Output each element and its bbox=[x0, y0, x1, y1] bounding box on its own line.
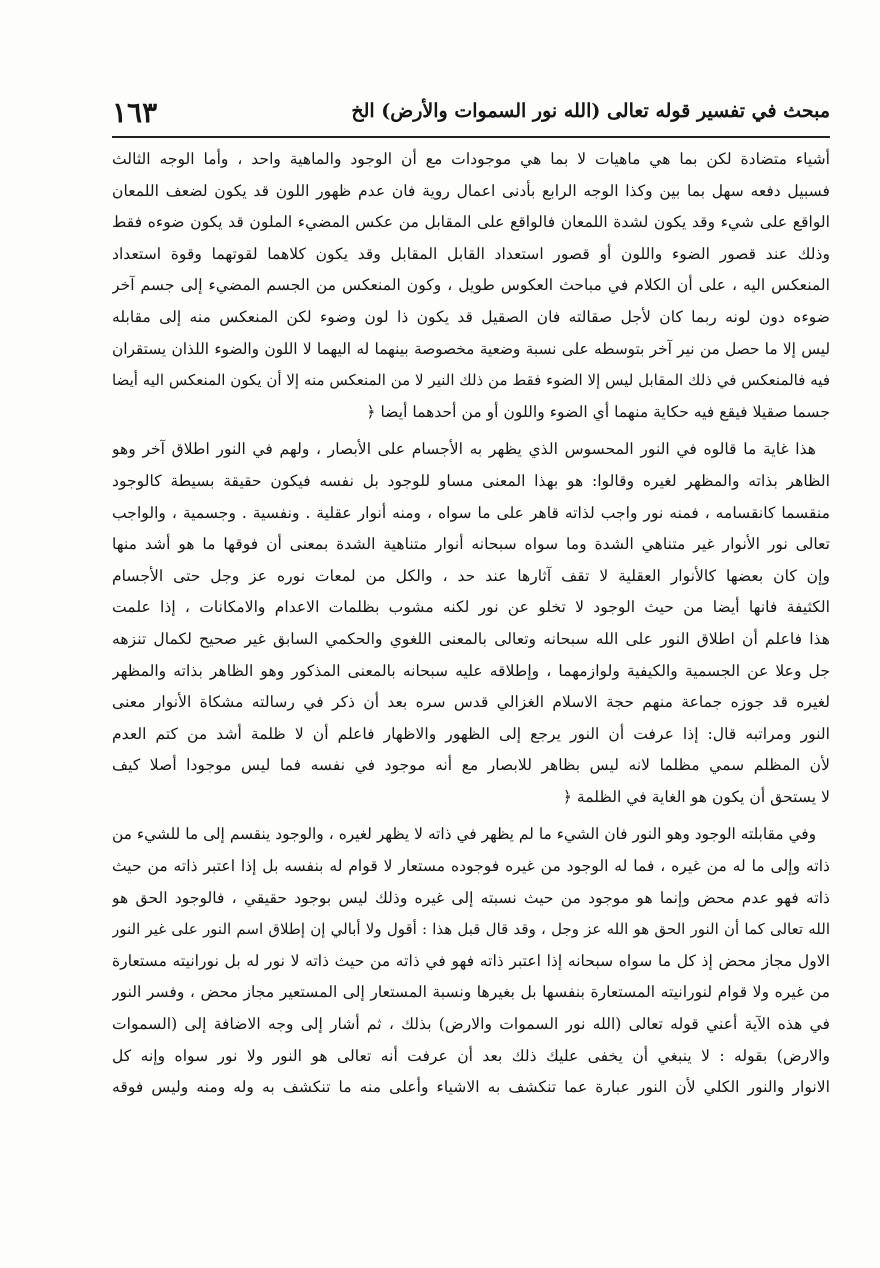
text-line: النور ومراتبه قال: إذا عرفت أن النور يرجع إلى الظهور والاظهار فاعلم أن لا ظلمة أشد من كتم العدم bbox=[112, 724, 830, 743]
text-line: المنعكس اليه ، على أن الكلام في مباحث العكوس طويل ، وكون المنعكس من الجسم المضيء إلى جسم آخر bbox=[112, 276, 830, 295]
text-line: ضوءه دون لونه ربما كان لأجل صقالته فان الصقيل قد يكون ذا لون وضوء لكن المنعكس منه إلى مقابله bbox=[112, 307, 830, 326]
text-line: جل وعلا عن الجسمية والكيفية ولوازمهما ، وإطلاقه عليه سبحانه بالمعنى المذكور وهو الظاهر بذاته والمظهر bbox=[112, 661, 830, 680]
text-line: الله تعالى كما أن النور الحق هو الله عز وجل ، وقد قال قبل هذا : أقول ولا أبالي إن إطلاق اسم النور على غير النور bbox=[112, 920, 830, 939]
text-line: أشياء متضادة لكن بما هي ماهيات لا بما هي موجودات مع أن الوجود والماهية واحد ، وأما الوجه الثالث bbox=[112, 150, 830, 168]
text-line: الظاهر بذاته والمظهر لغيره وقالوا: هو بهذا المعنى مساو للوجود بل نفسه فيكون حقيقة بسيطة كالوجود bbox=[112, 471, 830, 490]
text-line: وإن كان بعضها كالأنوار العقلية لا تقف آثارها عند حد ، والكل من لمعات نوره عز وجل حتى الأجسام bbox=[112, 566, 830, 585]
text-line: والارض) بقوله : لا ينبغي أن يخفى عليك ذلك بعد أن عرفت أنه تعالى هو النور ولا نور سواه وإنه كل bbox=[112, 1046, 830, 1065]
text-line: من غيره ولا قوام لنورانيته المستعارة بنفسها بل بغيرها ونسبة المستعار إلى المستعير مجاز محض ، وفسر النور bbox=[112, 983, 830, 1002]
text-line: الانوار والنور الكلي لأن النور عبارة عما تنكشف به الاشياء وأعلى منه ما تنكشف به وله ومنه وليس فوقه bbox=[112, 1078, 830, 1097]
body-text bbox=[112, 144, 830, 1104]
text-line: الاول مجاز محض إذ كل ما سواه سبحانه إذا اعتبر ذاته فهو في ذاته من حيث ذاته لا نور له بل نورانيته مستعارة bbox=[112, 951, 830, 970]
text-line: وذلك عند قصور الضوء واللون أو قصور استعداد القابل المقابل وقد يكون كلاهما لقوتهما وقوة استعداد bbox=[112, 244, 830, 263]
text-line: ليس إلا ما حصل من نير آخر بتوسطه على نسبة وضعية مخصوصة بينهما له اليهما لا اللون والضوء اللذان يستقران bbox=[112, 339, 830, 358]
paragraph bbox=[112, 819, 830, 1103]
text-line: هذا فاعلم أن اطلاق النور على الله سبحانه وتعالى بالمعنى اللغوي والحكمي السابق غير صحيح لكمال تنزهه bbox=[112, 629, 830, 648]
paragraph bbox=[112, 144, 830, 428]
text-line: الواقع على شيء وقد يكون لشدة اللمعان فالواقع على المقابل من عكس المضيء الملون قد يكون ضوءه فقط bbox=[112, 213, 830, 232]
text-line: هذا غاية ما قالوه في النور المحسوس الذي يظهر به الأجسام على الأبصار ، ولهم في النور اطلاق آخر وهو bbox=[112, 440, 816, 459]
text-line: وفي مقابلته الوجود وهو النور فان الشيء ما لم يظهر في ذاته لا يظهر لغيره ، والوجود ينقسم إلى ما للشيء من bbox=[112, 825, 816, 844]
text-line: الكثيفة فانها أيضا من حيث الوجود لا تخلو عن نور لكنه مشوب بظلمات الاعدام والامكانات ، إذا علمت bbox=[112, 598, 830, 617]
text-line: ذاته وإلى ما له من غيره ، فما له الوجود من غيره فوجوده مستعار لا قوام له بنفسه بل إذا اعتبر ذاته من حيث bbox=[112, 857, 830, 876]
page-number: ١٦٣ bbox=[112, 96, 158, 129]
header-rule bbox=[112, 136, 830, 138]
text-line: ذاته فهو عدم محض وإنما هو موجود من حيث نسبته إلى غيره وذلك ليس بوجود حقيقي ، فالوجود الحق هو bbox=[112, 888, 830, 907]
text-line: فيه فالمنعكس في ذلك المقابل ليس إلا الضوء فقط من ذلك النير لا من المنعكس منه إلا أن يكون المنعكس اليه أيضا bbox=[112, 371, 830, 390]
paragraph bbox=[112, 434, 830, 813]
text-line: لأن المظلم سمي مظلما لانه ليس بظاهر للابصار مع أنه موجود في نفسه فما ليس موجودا أصلا كيف bbox=[112, 756, 830, 775]
text-line: تعالى نور الأنوار غير متناهي الشدة وما سواه سبحانه أنوار متناهية الشدة بمعنى أن فوقها ما هو أشد منها bbox=[112, 535, 830, 554]
text-line: لغيره قد جوزه جماعة منهم حجة الاسلام الغزالي قدس سره بعد أن ذكر في رسالته مشكاة الأنوار معنى bbox=[112, 693, 830, 712]
page-header bbox=[112, 96, 830, 132]
text-line: لا يستحق أن يكون هو الغاية في الظلمة ﴿ bbox=[562, 787, 830, 806]
text-line: جسما صقيلا فيقع فيه حكاية منهما أي الضوء واللون أو من أحدهما أيضا ﴿ bbox=[366, 402, 830, 421]
text-line: فسبيل دفعه سهل بما بين وكذا الوجه الرابع بأدنى اعمال روية فان عدم ظهور اللون قد يكون لضعف اللمعان bbox=[112, 181, 830, 200]
text-line: في هذه الآية أعني قوله تعالى (الله نور السموات والارض) بذلك ، ثم أشار إلى وجه الاضافة إلى (السموات bbox=[112, 1015, 830, 1034]
running-title: مبحث في تفسير قوله تعالى (الله نور السموات والأرض) الخ bbox=[351, 100, 830, 122]
text-line: منقسما كانقسامه ، فمنه نور واجب لذاته قاهر على ما سواه ، ومنه أنوار عقلية . ونفسية . وجسمية ، والواجب bbox=[112, 503, 830, 522]
